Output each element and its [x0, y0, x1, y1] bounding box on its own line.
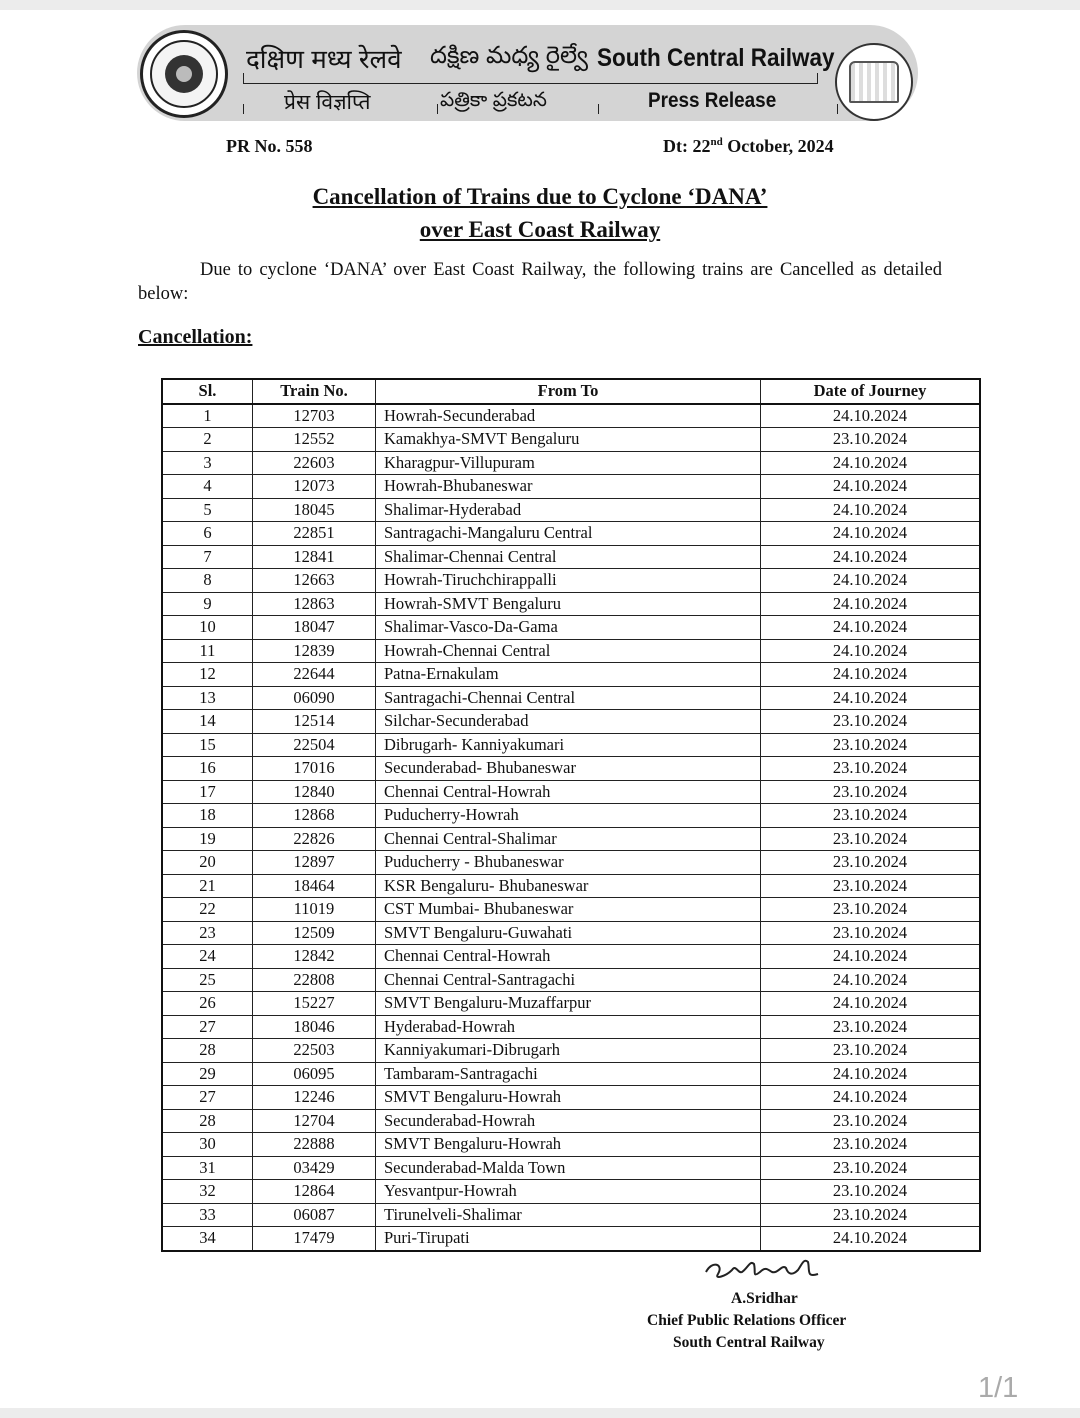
cell-sl: 33 [162, 1203, 253, 1227]
cell-from-to: Shalimar-Chennai Central [376, 545, 761, 569]
cell-from-to: Shalimar-Vasco-Da-Gama [376, 616, 761, 640]
cell-date: 24.10.2024 [761, 968, 981, 992]
cell-train-no: 22851 [253, 522, 376, 546]
cell-date: 23.10.2024 [761, 1109, 981, 1133]
table-row [162, 663, 980, 687]
cell-date: 24.10.2024 [761, 992, 981, 1016]
cell-from-to: Howrah-SMVT Bengaluru [376, 592, 761, 616]
cell-from-to: Santragachi-Chennai Central [376, 686, 761, 710]
cell-from-to: SMVT Bengaluru-Howrah [376, 1133, 761, 1157]
cell-from-to: SMVT Bengaluru-Howrah [376, 1086, 761, 1110]
cell-train-no: 12841 [253, 545, 376, 569]
signature-scribble [702, 1250, 822, 1290]
cell-sl: 34 [162, 1227, 253, 1251]
cell-from-to: Chennai Central-Shalimar [376, 827, 761, 851]
cell-date: 23.10.2024 [761, 1203, 981, 1227]
cell-date: 24.10.2024 [761, 616, 981, 640]
cell-from-to: Kamakhya-SMVT Bengaluru [376, 428, 761, 452]
cell-from-to: Tambaram-Santragachi [376, 1062, 761, 1086]
cell-date: 23.10.2024 [761, 898, 981, 922]
cell-date: 24.10.2024 [761, 1227, 981, 1251]
cell-date: 23.10.2024 [761, 1133, 981, 1157]
cell-date: 23.10.2024 [761, 1180, 981, 1204]
table-row [162, 921, 980, 945]
cell-sl: 30 [162, 1133, 253, 1157]
header-english-name: South Central Railway [597, 44, 835, 72]
intro-paragraph: Due to cyclone ‘DANA’ over East Coast Railway, the following trains are Cancelled as detailed below: [138, 260, 942, 304]
page-indicator: 1/1 [978, 1372, 1019, 1404]
cell-sl: 19 [162, 827, 253, 851]
table-row [162, 498, 980, 522]
cell-train-no: 12840 [253, 780, 376, 804]
header-tick [243, 104, 244, 114]
cell-from-to: Puducherry - Bhubaneswar [376, 851, 761, 875]
signatory-organization: South Central Railway [673, 1334, 825, 1351]
header-hindi-release: प्रेस विज्ञप्ति [284, 91, 371, 114]
table-row [162, 804, 980, 828]
cell-date: 24.10.2024 [761, 1086, 981, 1110]
cell-from-to: Dibrugarh- Kanniyakumari [376, 733, 761, 757]
signatory-name: A.Sridhar [731, 1290, 798, 1307]
header-telugu-name: దక్షిణ మధ్య రైల్వే [430, 42, 589, 69]
cell-date: 24.10.2024 [761, 663, 981, 687]
cell-train-no: 12509 [253, 921, 376, 945]
cell-sl: 8 [162, 569, 253, 593]
document-title-line2: over East Coast Railway [419, 217, 661, 242]
cell-from-to: SMVT Bengaluru-Guwahati [376, 921, 761, 945]
cell-sl: 29 [162, 1062, 253, 1086]
table-row [162, 616, 980, 640]
table-row [162, 992, 980, 1016]
cell-sl: 24 [162, 945, 253, 969]
cell-date: 24.10.2024 [761, 1062, 981, 1086]
table-row [162, 569, 980, 593]
cell-train-no: 18047 [253, 616, 376, 640]
header-english-release: Press Release [648, 89, 777, 112]
cell-from-to: Howrah-Bhubaneswar [376, 475, 761, 499]
cell-from-to: CST Mumbai- Bhubaneswar [376, 898, 761, 922]
cell-train-no: 22826 [253, 827, 376, 851]
cell-from-to: Howrah-Secunderabad [376, 404, 761, 428]
header-tick [598, 104, 599, 114]
cell-train-no: 12863 [253, 592, 376, 616]
cell-sl: 3 [162, 451, 253, 475]
cell-sl: 14 [162, 710, 253, 734]
header-tick [437, 104, 438, 114]
cell-train-no: 12842 [253, 945, 376, 969]
cell-from-to: Silchar-Secunderabad [376, 710, 761, 734]
cell-date: 23.10.2024 [761, 874, 981, 898]
cell-sl: 27 [162, 1015, 253, 1039]
header-hindi-name: दक्षिण मध्य रेलवे [246, 44, 402, 74]
cell-date: 23.10.2024 [761, 851, 981, 875]
header-tick [817, 73, 818, 83]
table-row [162, 404, 980, 428]
cell-train-no: 06090 [253, 686, 376, 710]
cell-sl: 15 [162, 733, 253, 757]
cell-from-to: SMVT Bengaluru-Muzaffarpur [376, 992, 761, 1016]
cell-from-to: Secunderabad- Bhubaneswar [376, 757, 761, 781]
cell-date: 24.10.2024 [761, 945, 981, 969]
cell-date: 23.10.2024 [761, 827, 981, 851]
cell-sl: 11 [162, 639, 253, 663]
cell-from-to: Howrah-Tiruchchirappalli [376, 569, 761, 593]
cell-train-no: 22603 [253, 451, 376, 475]
cell-date: 24.10.2024 [761, 592, 981, 616]
cell-train-no: 12704 [253, 1109, 376, 1133]
cell-sl: 20 [162, 851, 253, 875]
cell-from-to: Santragachi-Mangaluru Central [376, 522, 761, 546]
cell-sl: 28 [162, 1109, 253, 1133]
cell-from-to: Puducherry-Howrah [376, 804, 761, 828]
cell-train-no: 22888 [253, 1133, 376, 1157]
press-release-date: Dt: 22nd October, 2024 [663, 136, 834, 156]
cell-date: 24.10.2024 [761, 686, 981, 710]
table-row [162, 1062, 980, 1086]
table-row [162, 1086, 980, 1110]
column-header-sl: Sl. [162, 379, 253, 404]
cell-date: 23.10.2024 [761, 921, 981, 945]
cell-train-no: 17479 [253, 1227, 376, 1251]
cell-train-no: 06087 [253, 1203, 376, 1227]
table-row [162, 1156, 980, 1180]
table-row [162, 545, 980, 569]
cell-from-to: Patna-Ernakulam [376, 663, 761, 687]
cell-sl: 13 [162, 686, 253, 710]
cell-sl: 17 [162, 780, 253, 804]
table-row [162, 945, 980, 969]
cell-sl: 27 [162, 1086, 253, 1110]
cell-sl: 1 [162, 404, 253, 428]
cell-train-no: 15227 [253, 992, 376, 1016]
cell-sl: 31 [162, 1156, 253, 1180]
cell-date: 23.10.2024 [761, 757, 981, 781]
table-row [162, 428, 980, 452]
cell-from-to: Tirunelveli-Shalimar [376, 1203, 761, 1227]
table-row [162, 1109, 980, 1133]
cell-date: 24.10.2024 [761, 475, 981, 499]
table-row [162, 827, 980, 851]
cell-from-to: Puri-Tirupati [376, 1227, 761, 1251]
cell-from-to: Kanniyakumari-Dibrugarh [376, 1039, 761, 1063]
cell-sl: 16 [162, 757, 253, 781]
table-row [162, 686, 980, 710]
cell-from-to: Yesvantpur-Howrah [376, 1180, 761, 1204]
cell-train-no: 06095 [253, 1062, 376, 1086]
table-row [162, 1180, 980, 1204]
cell-train-no: 12868 [253, 804, 376, 828]
cell-train-no: 11019 [253, 898, 376, 922]
cell-sl: 26 [162, 992, 253, 1016]
cell-train-no: 22644 [253, 663, 376, 687]
cell-train-no: 12897 [253, 851, 376, 875]
cell-sl: 4 [162, 475, 253, 499]
table-row [162, 451, 980, 475]
cell-sl: 2 [162, 428, 253, 452]
scr-locomotive-logo-icon [835, 43, 913, 121]
cell-date: 24.10.2024 [761, 639, 981, 663]
cell-date: 23.10.2024 [761, 1156, 981, 1180]
cell-sl: 9 [162, 592, 253, 616]
cell-sl: 23 [162, 921, 253, 945]
header-telugu-release: పత్రికా ప్రకటన [440, 89, 547, 111]
table-row [162, 733, 980, 757]
cell-sl: 32 [162, 1180, 253, 1204]
cell-date: 23.10.2024 [761, 804, 981, 828]
cell-sl: 21 [162, 874, 253, 898]
table-row [162, 968, 980, 992]
cell-train-no: 12552 [253, 428, 376, 452]
cell-date: 24.10.2024 [761, 569, 981, 593]
cell-date: 23.10.2024 [761, 1039, 981, 1063]
press-release-number: PR No. 558 [226, 136, 313, 156]
cell-from-to: Chennai Central-Howrah [376, 780, 761, 804]
table-row [162, 1203, 980, 1227]
cell-from-to: KSR Bengaluru- Bhubaneswar [376, 874, 761, 898]
table-row [162, 592, 980, 616]
cell-date: 23.10.2024 [761, 428, 981, 452]
cell-from-to: Chennai Central-Santragachi [376, 968, 761, 992]
cell-train-no: 12514 [253, 710, 376, 734]
table-row [162, 780, 980, 804]
document-title-line1: Cancellation of Trains due to Cyclone ‘DANA’ [312, 184, 768, 209]
cell-sl: 6 [162, 522, 253, 546]
document-page [0, 10, 1080, 1408]
section-heading: Cancellation: [138, 326, 253, 348]
cell-train-no: 03429 [253, 1156, 376, 1180]
cell-sl: 18 [162, 804, 253, 828]
cell-from-to: Howrah-Chennai Central [376, 639, 761, 663]
table-row [162, 1039, 980, 1063]
cell-date: 23.10.2024 [761, 733, 981, 757]
cell-date: 23.10.2024 [761, 780, 981, 804]
header-tick [837, 104, 838, 114]
cell-date: 23.10.2024 [761, 1015, 981, 1039]
cell-train-no: 22808 [253, 968, 376, 992]
cell-from-to: Secunderabad-Malda Town [376, 1156, 761, 1180]
cell-train-no: 18046 [253, 1015, 376, 1039]
cell-sl: 7 [162, 545, 253, 569]
cell-sl: 12 [162, 663, 253, 687]
table-row [162, 874, 980, 898]
cell-train-no: 18464 [253, 874, 376, 898]
cell-train-no: 12663 [253, 569, 376, 593]
cell-from-to: Chennai Central-Howrah [376, 945, 761, 969]
cell-date: 24.10.2024 [761, 451, 981, 475]
table-header-row [162, 379, 980, 404]
cell-date: 24.10.2024 [761, 545, 981, 569]
table-row [162, 639, 980, 663]
header-tick [243, 73, 244, 83]
cell-train-no: 18045 [253, 498, 376, 522]
cancellation-table [161, 378, 981, 1252]
header-divider [243, 83, 818, 84]
cell-date: 23.10.2024 [761, 710, 981, 734]
cell-from-to: Secunderabad-Howrah [376, 1109, 761, 1133]
cell-sl: 25 [162, 968, 253, 992]
column-header-from-to: From To [376, 379, 761, 404]
cell-train-no: 12864 [253, 1180, 376, 1204]
cell-train-no: 12246 [253, 1086, 376, 1110]
cell-from-to: Shalimar-Hyderabad [376, 498, 761, 522]
table-row [162, 1133, 980, 1157]
table-row [162, 475, 980, 499]
table-row [162, 757, 980, 781]
cell-from-to: Hyderabad-Howrah [376, 1015, 761, 1039]
cell-sl: 28 [162, 1039, 253, 1063]
table-row [162, 710, 980, 734]
table-row [162, 1015, 980, 1039]
signatory-designation: Chief Public Relations Officer [647, 1312, 847, 1329]
table-row [162, 898, 980, 922]
cell-sl: 10 [162, 616, 253, 640]
table-row [162, 1227, 980, 1251]
column-header-date: Date of Journey [761, 379, 981, 404]
table-row [162, 851, 980, 875]
cell-sl: 5 [162, 498, 253, 522]
cell-train-no: 17016 [253, 757, 376, 781]
cell-date: 24.10.2024 [761, 404, 981, 428]
cell-train-no: 12073 [253, 475, 376, 499]
cell-train-no: 22504 [253, 733, 376, 757]
cell-sl: 22 [162, 898, 253, 922]
column-header-train-no: Train No. [253, 379, 376, 404]
cell-train-no: 22503 [253, 1039, 376, 1063]
cell-train-no: 12703 [253, 404, 376, 428]
cell-train-no: 12839 [253, 639, 376, 663]
cell-from-to: Kharagpur-Villupuram [376, 451, 761, 475]
table-row [162, 522, 980, 546]
cell-date: 24.10.2024 [761, 498, 981, 522]
indian-railways-logo-icon [140, 30, 228, 118]
cell-date: 24.10.2024 [761, 522, 981, 546]
